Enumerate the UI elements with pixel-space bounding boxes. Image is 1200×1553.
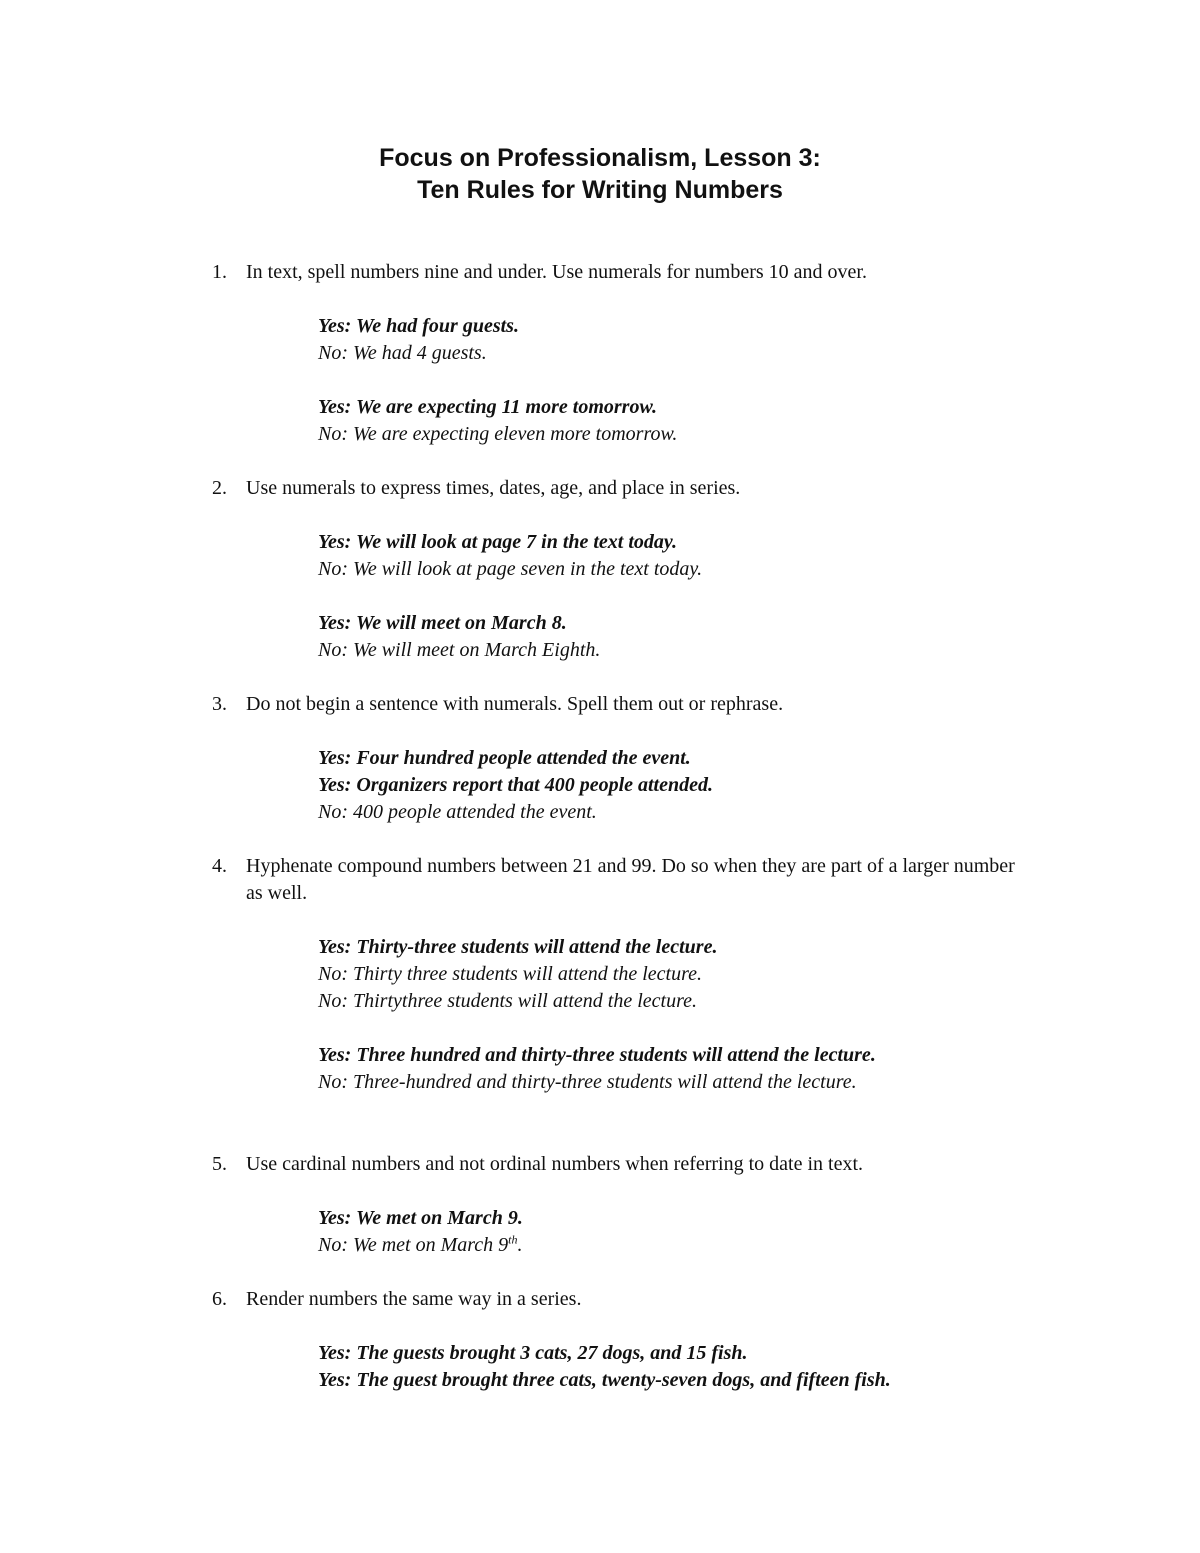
example-yes: Yes: We will meet on March 8. [318,612,567,634]
example-no: No: 400 people attended the event. [318,801,597,823]
rule-item [212,1151,1032,1178]
example-yes: Yes: Three hundred and thirty-three students will attend the lecture. [318,1044,876,1066]
example-yes: Yes: We are expecting 11 more tomorrow. [318,396,658,418]
rule-item [212,475,1032,502]
example-no: No: Three-hundred and thirty-three students will attend the lecture. [318,1071,857,1093]
example-yes: Yes: The guest brought three cats, twenty-seven dogs, and fifteen fish. [318,1369,891,1391]
rule-item [212,259,1032,286]
example-no: No: We had 4 guests. [318,342,487,364]
rule-text: Hyphenate compound numbers between 21 and 99. Do so when they are part of a larger number as well. [246,855,1015,904]
example-no [318,1232,523,1259]
example-yes: Yes: Organizers report that 400 people attended. [318,774,713,796]
rule-number: 4. [212,855,227,877]
example-suffix: . [517,1234,523,1256]
rule-text: Use cardinal numbers and not ordinal numbers when referring to date in text. [246,1153,864,1175]
example-text: No: We met on March 9 [318,1234,509,1256]
example-no: No: We will meet on March Eighth. [318,639,601,661]
example-yes: Yes: We will look at page 7 in the text today. [318,531,678,553]
rule-text: Use numerals to express times, dates, age, and place in series. [246,477,741,499]
rule-number: 2. [212,477,227,499]
example-yes: Yes: We had four guests. [318,315,519,337]
example-no: No: Thirtythree students will attend the lecture. [318,990,698,1012]
example-yes: Yes: The guests brought 3 cats, 27 dogs, and 15 fish. [318,1342,748,1364]
document-title-line-2: Ten Rules for Writing Numbers [417,176,783,204]
ordinal-superscript: th [508,1232,518,1247]
rule-text: Render numbers the same way in a series. [246,1288,582,1310]
example-yes: Yes: We met on March 9. [318,1207,523,1229]
rule-text: In text, spell numbers nine and under. Use numerals for numbers 10 and over. [246,261,867,283]
rule-number: 3. [212,693,227,715]
rule-number: 5. [212,1153,227,1175]
example-yes: Yes: Thirty-three students will attend the lecture. [318,936,718,958]
rule-number: 1. [212,261,227,283]
rule-item [212,1286,1032,1313]
rule-number: 6. [212,1288,227,1310]
example-no: No: We will look at page seven in the text today. [318,558,703,580]
rule-item [212,853,1032,907]
example-no: No: Thirty three students will attend the lecture. [318,963,703,985]
document-title-line-1: Focus on Professionalism, Lesson 3: [379,144,821,172]
rule-item [212,691,1032,718]
example-yes: Yes: Four hundred people attended the event. [318,747,691,769]
example-no: No: We are expecting eleven more tomorrow. [318,423,678,445]
rule-text: Do not begin a sentence with numerals. Spell them out or rephrase. [246,693,784,715]
